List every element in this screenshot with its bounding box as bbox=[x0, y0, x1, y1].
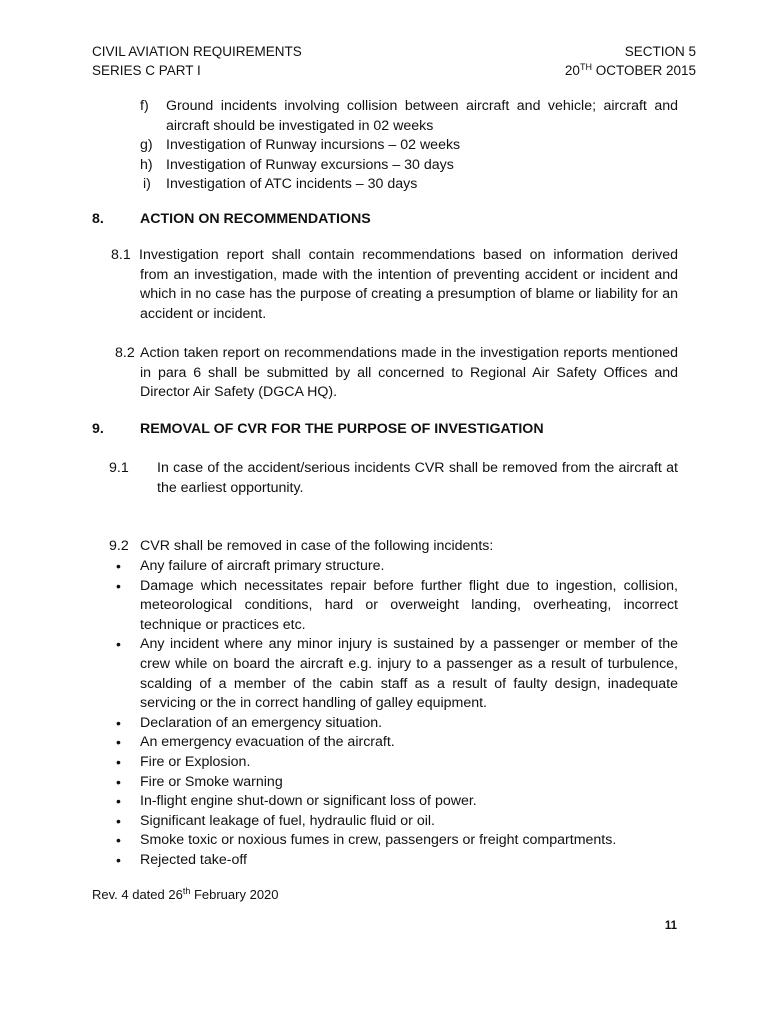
revision-note: Rev. 4 dated 26th February 2020 bbox=[92, 886, 279, 902]
bullet-icon: • bbox=[116, 832, 121, 849]
list-item: • An emergency evacuation of the aircraft. bbox=[116, 733, 678, 753]
list-item: • Rejected take-off bbox=[116, 851, 678, 871]
bullet-icon: • bbox=[116, 812, 121, 829]
bullet-icon: • bbox=[116, 714, 121, 731]
section-9-title: REMOVAL OF CVR FOR THE PURPOSE OF INVESTIGATION bbox=[140, 421, 544, 437]
cvr-removal-incidents-list bbox=[116, 557, 678, 871]
list-item: • Any incident where any minor injury is sustained by a passenger or member of the crew while on board the aircraft e.g. injury to a passenger as a result of turbulence, scalding of a member of the cabin staff as a result of faulty design, inadequate servicing or the in correct handling of galley equipment. bbox=[116, 636, 678, 712]
bullet-icon: • bbox=[116, 793, 121, 810]
header-section: SECTION 5 bbox=[624, 44, 696, 59]
list-item: h) Investigation of Runway excursions – 30 days bbox=[140, 156, 454, 173]
header-date: 20TH OCTOBER 2015 bbox=[564, 62, 696, 78]
bullet-icon: • bbox=[116, 851, 121, 868]
section-9-number: 9. bbox=[92, 421, 104, 437]
bullet-icon: • bbox=[116, 636, 121, 653]
list-item: • Significant leakage of fuel, hydraulic fluid or oil. bbox=[116, 812, 678, 832]
section-8-title: ACTION ON RECOMMENDATIONS bbox=[140, 211, 371, 227]
para-9-1-number: 9.1 bbox=[109, 460, 129, 476]
para-8-1-number: 8.1 bbox=[111, 247, 131, 263]
page-number: 11 bbox=[664, 920, 677, 932]
investigation-timelines-list bbox=[140, 97, 678, 195]
bullet-icon: • bbox=[116, 773, 121, 790]
header-series: SERIES C PART I bbox=[92, 63, 201, 78]
list-item: • Smoke toxic or noxious fumes in crew, passengers or freight compartments. bbox=[116, 831, 678, 851]
list-item: f) Ground incidents involving collision between aircraft and vehicle; aircraft and aircraft should be investigated in 02 weeks bbox=[140, 98, 678, 134]
list-item: • Any failure of aircraft primary structure. bbox=[116, 557, 678, 577]
list-item: i) Investigation of ATC incidents – 30 days bbox=[143, 176, 418, 193]
bullet-icon: • bbox=[116, 734, 121, 751]
list-item: • Fire or Smoke warning bbox=[116, 773, 678, 793]
list-item: g) Investigation of Runway incursions – 02 weeks bbox=[140, 137, 461, 154]
para-8-2-number: 8.2 bbox=[115, 345, 135, 361]
para-8-1: Investigation report shall contain recommendations based on information derived from an investigation, made with the intention of preventing accident or incident and which in no case has the purpose of creating a presumption of blame or liability for an accident or incident. bbox=[139, 247, 678, 322]
para-9-2-number: 9.2 bbox=[109, 538, 129, 554]
list-item: • Declaration of an emergency situation. bbox=[116, 714, 678, 734]
bullet-icon: • bbox=[116, 577, 121, 594]
bullet-icon: • bbox=[116, 753, 121, 770]
para-8-2: Action taken report on recommendations made in the investigation reports mentioned in para 6 shall be submitted by all concerned to Regional Air Safety Offices and Director Air Safety (DGCA HQ). bbox=[140, 345, 678, 401]
list-item: • Damage which necessitates repair before further flight due to ingestion, collision, meteorological conditions, hard or overweight landing, overheating, incorrect technique or practices etc. bbox=[116, 577, 678, 633]
header-title: CIVIL AVIATION REQUIREMENTS bbox=[92, 44, 302, 59]
para-9-1: In case of the accident/serious incidents CVR shall be removed from the aircraft at the earliest opportunity. bbox=[157, 460, 678, 496]
bullet-icon: • bbox=[116, 558, 121, 574]
list-item: • In-flight engine shut-down or significant loss of power. bbox=[116, 792, 678, 812]
para-9-2-intro: CVR shall be removed in case of the following incidents: bbox=[140, 538, 494, 554]
section-8-number: 8. bbox=[92, 211, 104, 227]
list-item: • Fire or Explosion. bbox=[116, 753, 678, 773]
